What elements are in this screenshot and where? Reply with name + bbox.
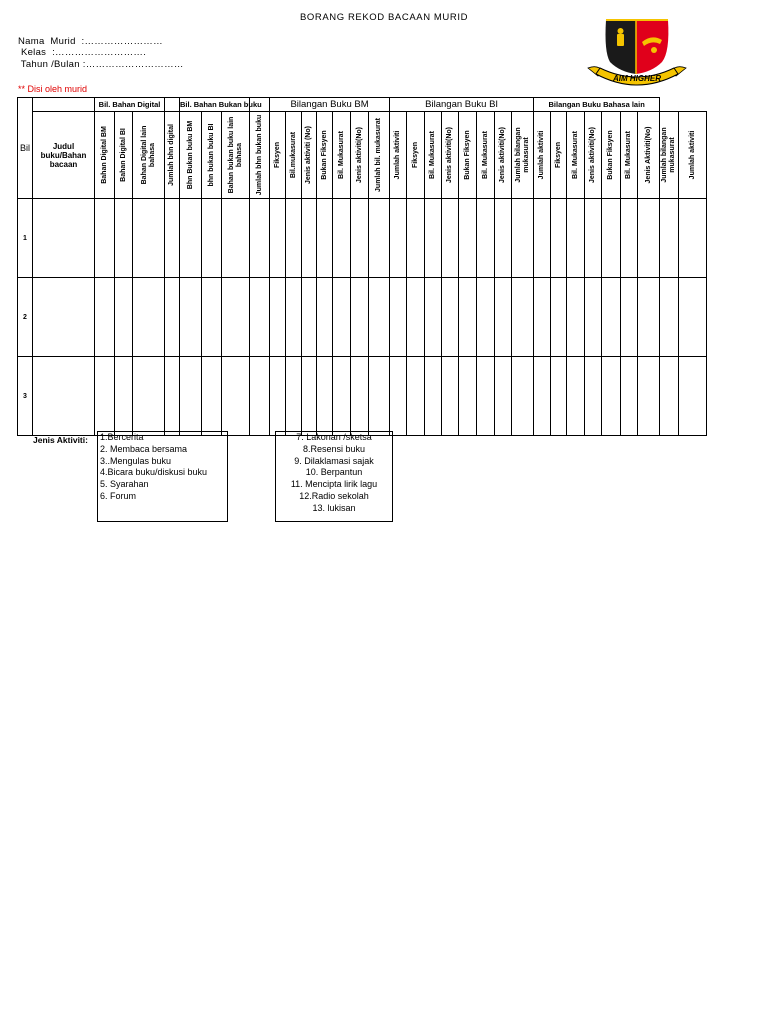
column-header-label: Jumlah bilangan mukasurat: [661, 127, 677, 183]
entry-cell[interactable]: [180, 278, 202, 357]
entry-cell[interactable]: [638, 357, 660, 436]
entry-cell[interactable]: [567, 278, 585, 357]
entry-cell[interactable]: [250, 278, 270, 357]
column-header-label: Jumlah bilangan mukasurat: [514, 127, 530, 183]
column-header-label: Jenis aktiviti(No): [446, 127, 454, 184]
table-row: [18, 357, 707, 436]
column-header-label: Jumlah aktiviti: [394, 130, 402, 180]
column-header: [638, 112, 660, 199]
entry-cell[interactable]: [602, 357, 621, 436]
group-header: Bil. Bahan Bukan buku: [180, 98, 250, 112]
column-header-label: Bil.mukasurat: [289, 131, 297, 179]
activity-item: 5. Syarahan: [100, 479, 149, 490]
entry-cell[interactable]: [390, 199, 407, 278]
entry-cell[interactable]: [495, 278, 512, 357]
entry-cell[interactable]: [369, 199, 390, 278]
column-header: [602, 112, 621, 199]
column-header: [390, 112, 407, 199]
column-header-label: Bil. Mukasurat: [625, 131, 633, 179]
entry-cell[interactable]: [222, 278, 250, 357]
entry-cell[interactable]: [602, 278, 621, 357]
column-header: [567, 112, 585, 199]
activity-item: 8.Resensi buku: [302, 443, 366, 454]
column-header-label: Fiksyen: [273, 141, 281, 169]
entry-cell[interactable]: [621, 357, 638, 436]
entry-cell[interactable]: [302, 199, 317, 278]
column-header-label: Bahan Digital BM: [100, 126, 108, 184]
column-header: [660, 112, 679, 199]
entry-cell[interactable]: [442, 278, 459, 357]
group-header: Bil. Bahan Digital: [95, 98, 165, 112]
entry-cell[interactable]: [95, 357, 115, 436]
column-header-label: Jumlah bil. mukasurat: [375, 118, 383, 192]
row-number: 1: [18, 199, 33, 278]
activity-legend-label: Jenis Aktiviti:: [33, 435, 88, 445]
entry-cell[interactable]: [660, 278, 679, 357]
column-header-label: Bahan Digital BI: [119, 128, 127, 182]
entry-cell[interactable]: [638, 278, 660, 357]
column-header: [250, 112, 270, 199]
activity-list-1: [97, 431, 228, 522]
column-header-label: Bil. Mukasurat: [429, 131, 437, 179]
reading-record-table: [17, 97, 707, 436]
entry-cell[interactable]: [95, 278, 115, 357]
column-header: [333, 112, 351, 199]
entry-cell[interactable]: [133, 278, 165, 357]
entry-cell[interactable]: [551, 278, 567, 357]
entry-cell[interactable]: [286, 199, 302, 278]
group-header: Bilangan Buku Bahasa lain: [534, 98, 660, 112]
entry-cell[interactable]: [351, 278, 369, 357]
column-header: [222, 112, 250, 199]
column-header-label: Fiksyen: [554, 141, 562, 169]
entry-cell[interactable]: [512, 199, 534, 278]
entry-cell[interactable]: [165, 278, 180, 357]
motto-text: AIM HIGHER: [613, 74, 661, 83]
entry-cell[interactable]: [459, 357, 477, 436]
column-header-label: bhn bukan buku BI: [207, 123, 215, 187]
column-header: [165, 112, 180, 199]
entry-cell[interactable]: [585, 357, 602, 436]
activity-item: 1.Bercerita: [100, 432, 144, 442]
entry-cell[interactable]: [567, 357, 585, 436]
entry-cell[interactable]: [333, 199, 351, 278]
entry-cell[interactable]: [534, 278, 551, 357]
column-header: [369, 112, 390, 199]
entry-cell[interactable]: [369, 357, 390, 436]
column-header-label: Bil. Mukasurat: [571, 131, 579, 179]
entry-cell[interactable]: [679, 278, 707, 357]
entry-cell[interactable]: [115, 357, 133, 436]
entry-cell[interactable]: [286, 357, 302, 436]
entry-cell[interactable]: [512, 357, 534, 436]
column-header-label: Jenis Aktiviti(No): [644, 126, 652, 184]
activity-item: 13. lukisan: [312, 502, 356, 513]
entry-cell[interactable]: [534, 357, 551, 436]
activity-item: 2. Membaca bersama: [100, 443, 188, 454]
entry-cell[interactable]: [495, 199, 512, 278]
column-header: [425, 112, 442, 199]
column-header: [317, 112, 333, 199]
column-header-label: Jumlah bhn bukan buku: [255, 114, 263, 196]
entry-cell[interactable]: [270, 357, 286, 436]
entry-cell[interactable]: [33, 278, 95, 357]
entry-cell[interactable]: [407, 199, 425, 278]
entry-cell[interactable]: [165, 199, 180, 278]
entry-cell[interactable]: [425, 357, 442, 436]
entry-cell[interactable]: [407, 357, 425, 436]
entry-cell[interactable]: [442, 199, 459, 278]
entry-cell[interactable]: [133, 199, 165, 278]
group-header: Bilangan Buku BI: [390, 98, 534, 112]
entry-cell[interactable]: [459, 199, 477, 278]
entry-cell[interactable]: [333, 278, 351, 357]
activity-item: 12.Radio sekolah: [299, 490, 369, 501]
entry-cell[interactable]: [180, 199, 202, 278]
entry-cell[interactable]: [442, 357, 459, 436]
entry-cell[interactable]: [638, 199, 660, 278]
activity-list-2: [275, 431, 393, 522]
column-header-label: Fiksyen: [411, 141, 419, 169]
activity-item: 3..Mengulas buku: [100, 455, 172, 466]
column-header: [115, 112, 133, 199]
column-header-label: Bil. Mukasurat: [481, 131, 489, 179]
entry-cell[interactable]: [425, 278, 442, 357]
entry-cell[interactable]: [585, 278, 602, 357]
column-header-label: Bahan Digital lain bahasa: [140, 125, 156, 185]
entry-cell[interactable]: [585, 199, 602, 278]
entry-cell[interactable]: [351, 199, 369, 278]
entry-cell[interactable]: [534, 199, 551, 278]
column-header-label: Bhn Bukan buku BM: [186, 120, 194, 190]
column-header: [512, 112, 534, 199]
bil-header: Bil: [18, 98, 33, 199]
crest-right-half: [636, 20, 668, 74]
judul-header: Judul buku/Bahan bacaan: [33, 112, 95, 199]
entry-cell[interactable]: [95, 199, 115, 278]
entry-cell[interactable]: [551, 199, 567, 278]
entry-cell[interactable]: [679, 357, 707, 436]
entry-cell[interactable]: [495, 357, 512, 436]
column-header: [302, 112, 317, 199]
column-header-label: Jenis aktiviti (No): [305, 126, 313, 184]
entry-cell[interactable]: [660, 357, 679, 436]
entry-cell[interactable]: [660, 199, 679, 278]
column-header: [286, 112, 302, 199]
entry-cell[interactable]: [222, 357, 250, 436]
entry-cell[interactable]: [477, 199, 495, 278]
entry-cell[interactable]: [390, 278, 407, 357]
column-header-label: Jenis aktiviti(No): [499, 127, 507, 184]
entry-cell[interactable]: [369, 278, 390, 357]
table-row: [18, 199, 707, 278]
column-header-label: Bukan Fiksyen: [320, 130, 328, 180]
column-header: [442, 112, 459, 199]
entry-cell[interactable]: [302, 357, 317, 436]
activity-item: 9. Dilaklamasi sajak: [294, 455, 374, 466]
column-header-label: Jumlah bhn digital: [168, 124, 176, 186]
kelas-field[interactable]: Kelas :……………………….: [18, 47, 147, 58]
judul-header-top: [33, 98, 95, 112]
group-header: [165, 98, 180, 112]
column-header: [679, 112, 707, 199]
column-header: [459, 112, 477, 199]
column-header-label: Jumlah aktiviti: [538, 130, 546, 180]
entry-cell[interactable]: [165, 357, 180, 436]
entry-cell[interactable]: [250, 357, 270, 436]
entry-cell[interactable]: [390, 357, 407, 436]
school-crest-logo: [584, 16, 690, 90]
form-title: BORANG REKOD BACAAN MURID: [299, 12, 469, 23]
entry-cell[interactable]: [407, 278, 425, 357]
column-header: [270, 112, 286, 199]
entry-cell[interactable]: [317, 357, 333, 436]
entry-cell[interactable]: [621, 199, 638, 278]
column-header: [477, 112, 495, 199]
activity-item: 10. Berpantun: [305, 467, 363, 478]
entry-cell[interactable]: [512, 278, 534, 357]
column-header-label: Bahan bukan buku lain bahasa: [227, 116, 243, 194]
entry-cell[interactable]: [302, 278, 317, 357]
column-header-label: Bukan Fiksyen: [463, 130, 471, 180]
column-header-label: Jenis aktiviti(No): [355, 127, 363, 184]
column-header-label: Jenis aktiviti(No): [589, 127, 597, 184]
activity-item: 11. Mencipta lirik lagu: [290, 479, 378, 490]
group-header: Bilangan Buku BM: [270, 98, 390, 112]
entry-cell[interactable]: [270, 278, 286, 357]
entry-cell[interactable]: [567, 199, 585, 278]
entry-cell[interactable]: [317, 278, 333, 357]
column-header: [133, 112, 165, 199]
activity-item: 4.Bicara buku/diskusi buku: [100, 467, 208, 478]
column-header: [202, 112, 222, 199]
entry-cell[interactable]: [133, 357, 165, 436]
entry-cell[interactable]: [602, 199, 621, 278]
entry-cell[interactable]: [351, 357, 369, 436]
entry-cell[interactable]: [202, 199, 222, 278]
fill-note: ** Disi oleh murid: [18, 84, 88, 94]
column-header-label: Bukan Fiksyen: [607, 130, 615, 180]
column-header: [551, 112, 567, 199]
column-header-label: Bil. Mukasurat: [337, 131, 345, 179]
entry-cell[interactable]: [250, 199, 270, 278]
entry-cell[interactable]: [317, 199, 333, 278]
column-header: [534, 112, 551, 199]
column-header: [407, 112, 425, 199]
entry-cell[interactable]: [270, 199, 286, 278]
column-header: [95, 112, 115, 199]
entry-cell[interactable]: [551, 357, 567, 436]
entry-cell[interactable]: [477, 357, 495, 436]
entry-cell[interactable]: [459, 278, 477, 357]
column-header: [495, 112, 512, 199]
activity-item: 7. Lakonan /sketsa: [296, 432, 372, 442]
entry-cell[interactable]: [33, 199, 95, 278]
entry-cell[interactable]: [286, 278, 302, 357]
nama-murid-field[interactable]: Nama Murid :……………………: [18, 36, 163, 47]
entry-cell[interactable]: [333, 357, 351, 436]
entry-cell[interactable]: [425, 199, 442, 278]
tahun-bulan-field[interactable]: Tahun /Bulan :…………………………: [18, 59, 184, 70]
entry-cell[interactable]: [222, 199, 250, 278]
entry-cell[interactable]: [621, 278, 638, 357]
column-header-label: Jumlah aktiviti: [688, 130, 696, 180]
entry-cell[interactable]: [33, 357, 95, 436]
table-row: [18, 278, 707, 357]
column-header: [180, 112, 202, 199]
entry-cell[interactable]: [115, 199, 133, 278]
entry-cell[interactable]: [115, 278, 133, 357]
entry-cell[interactable]: [679, 199, 707, 278]
column-header: [351, 112, 369, 199]
column-header: [585, 112, 602, 199]
activity-item: 6. Forum: [100, 490, 137, 501]
entry-cell[interactable]: [202, 278, 222, 357]
row-number: 3: [18, 357, 33, 436]
column-header: [621, 112, 638, 199]
entry-cell[interactable]: [477, 278, 495, 357]
row-number: 2: [18, 278, 33, 357]
entry-cell[interactable]: [202, 357, 222, 436]
entry-cell[interactable]: [180, 357, 202, 436]
